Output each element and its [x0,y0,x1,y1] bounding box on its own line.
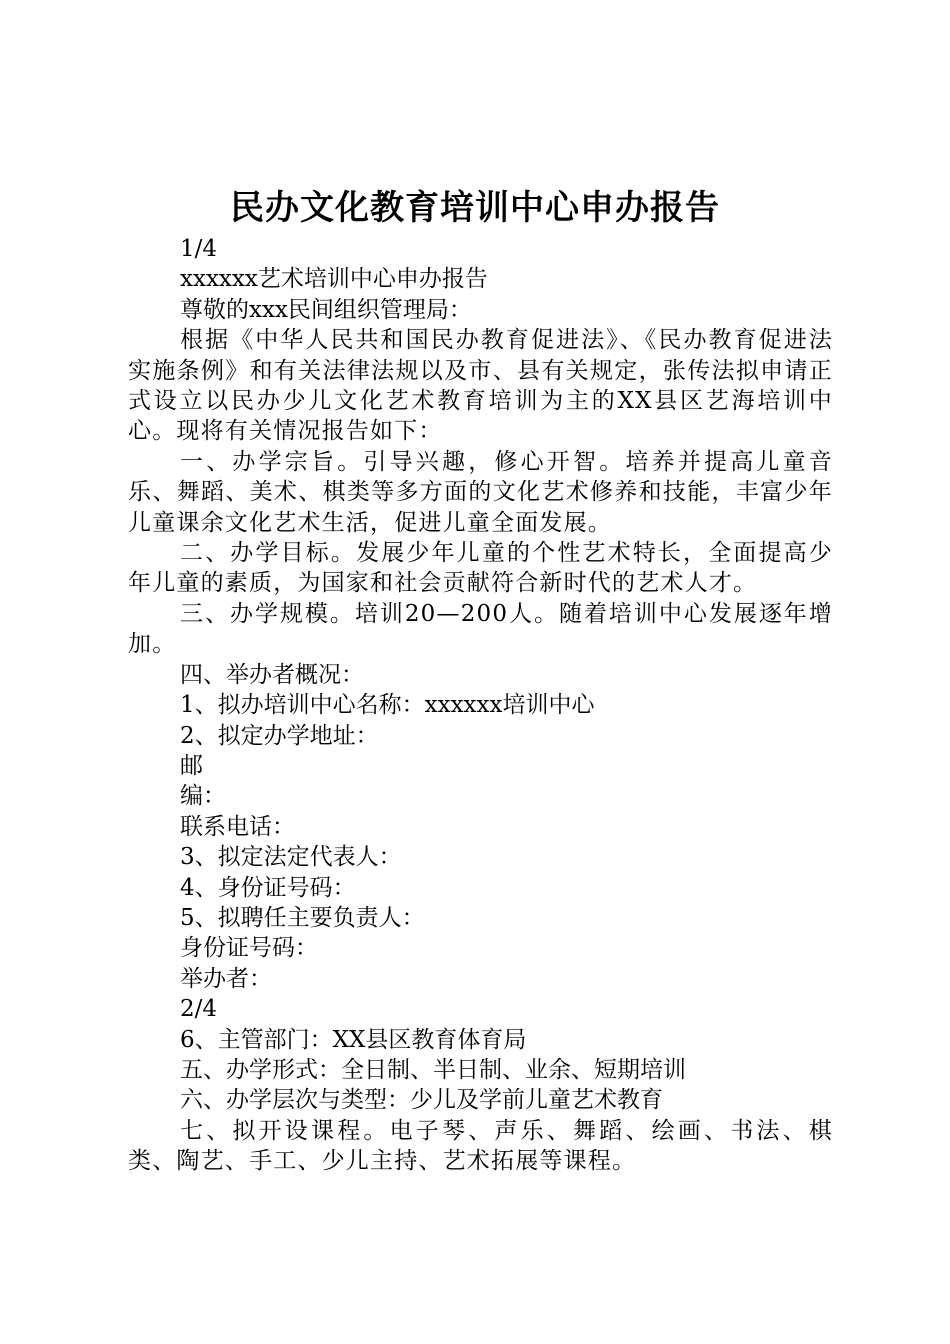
salutation: 尊敬的xxx民间组织管理局： [180,296,472,323]
department-line: 6、主管部门：XX县区教育体育局 [180,1026,527,1053]
scale-paragraph: 三、办学规模。培训20—200人。随着培训中心发展逐年增加。 [128,600,833,658]
level-type-line: 六、办学层次与类型：少儿及学前儿童艺术教育 [180,1087,663,1114]
center-name-line: 1、拟办培训中心名称：xxxxxx培训中心 [180,692,595,719]
goal-paragraph: 二、办学目标。发展少年儿童的个性艺术特长，全面提高少年儿童的素质，为国家和社会贡献符合新时代的艺术人才。 [128,540,833,597]
postcode-line-part2: 编： [180,783,226,810]
organizer-heading: 四、举办者概况： [180,661,364,688]
principal-id-line: 身份证号码： [180,935,318,962]
principal-line: 5、拟聘任主要负责人： [180,904,425,931]
intro-paragraph: 根据《中华人民共和国民办教育促进法》、《民办教育促进法实施条例》和有关法律法规以及市、县有关规定，张传法拟申请正式设立以民办少儿文化艺术教育培训为主的XX县区艺海培训中心。现将有关情况报告如下： [128,327,833,445]
phone-line: 联系电话： [180,813,295,840]
organizer-line: 举办者： [180,965,272,992]
page-marker: 2/4 [180,996,218,1023]
subtitle-line: xxxxxx艺术培训中心申办报告 [180,266,488,293]
address-line: 2、拟定办学地址： [180,722,379,749]
legal-rep-line: 3、拟定法定代表人： [180,844,402,871]
format-line: 五、办学形式：全日制、半日制、业余、短期培训 [180,1056,686,1083]
purpose-paragraph: 一、办学宗旨。引导兴趣，修心开智。培养并提高儿童音乐、舞蹈、美术、棋类等多方面的文化艺术修养和技能，丰富少年儿童课余文化艺术生活，促进儿童全面发展。 [128,448,833,536]
document-title: 民办文化教育培训中心申办报告 [230,188,720,228]
document-body [128,234,833,1177]
id-number-line: 4、身份证号码： [180,874,356,901]
page-marker: 1/4 [180,236,218,262]
postcode-line-part1: 邮 [180,752,203,779]
courses-paragraph: 七、拟开设课程。电子琴、声乐、舞蹈、绘画、书法、棋类、陶艺、手工、少儿主持、艺术拓展等课程。 [128,1117,833,1175]
